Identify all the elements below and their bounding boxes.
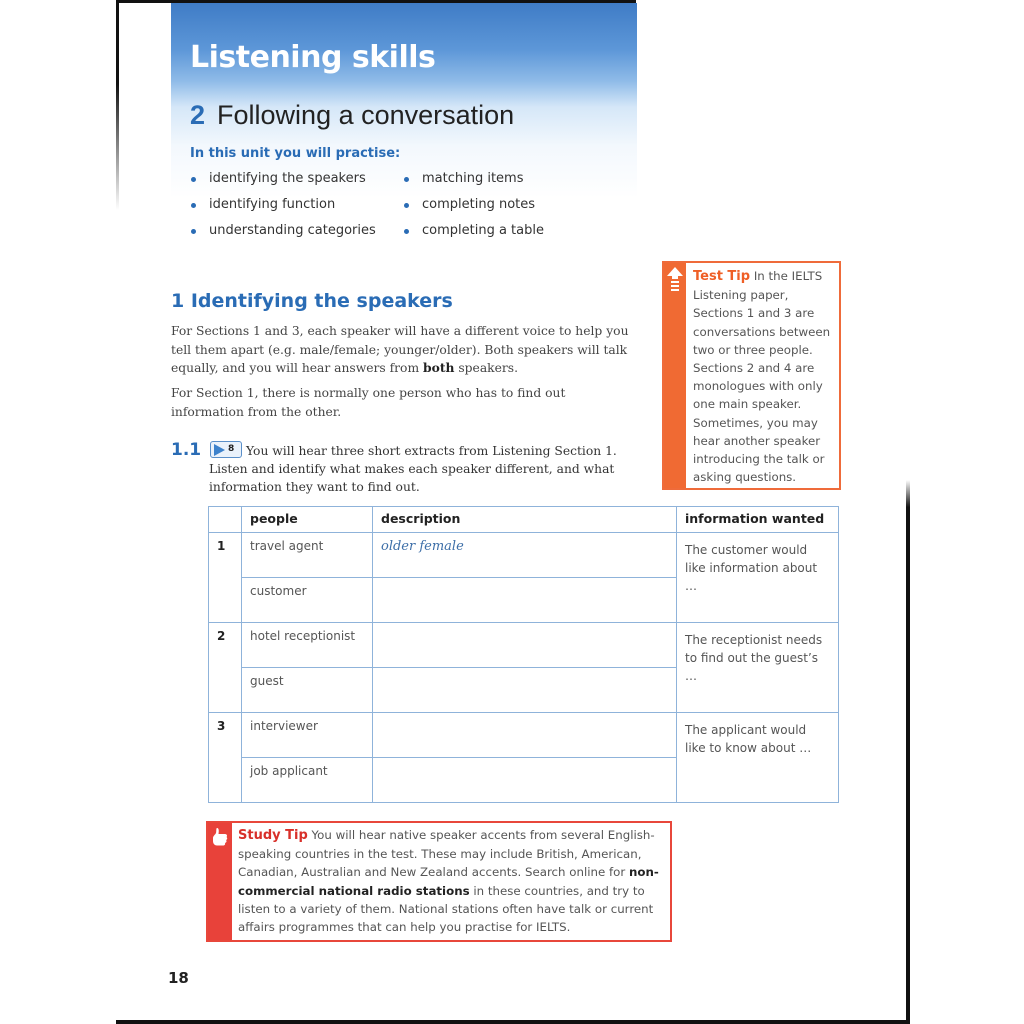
person-cell: travel agent — [242, 533, 373, 578]
study-tip-body: You will hear native speaker accents from several English-speaking countries in the test. These may include British, American, Canadian, Australian and New Zealand accents. Search online for — [238, 828, 655, 880]
test-tip-box — [662, 261, 841, 490]
header-people: people — [242, 507, 373, 533]
description-cell[interactable] — [373, 758, 677, 803]
table-header-row — [209, 507, 839, 533]
person-cell: hotel receptionist — [242, 623, 373, 668]
study-tip-label: Study Tip — [238, 828, 308, 843]
study-tip-bold: non-commercial national radio stations — [238, 865, 659, 898]
practise-item — [403, 196, 544, 222]
person-cell: guest — [242, 668, 373, 713]
test-tip-strip — [664, 263, 686, 488]
practise-item — [403, 222, 544, 248]
speakers-table — [208, 506, 839, 803]
bullet-icon — [191, 177, 196, 182]
table-row — [209, 533, 839, 578]
table-row — [209, 623, 839, 668]
page-border-left — [116, 0, 119, 210]
info-cell: The applicant would like to know about … — [677, 713, 839, 803]
practise-item — [190, 196, 376, 222]
thumbs-up-icon — [210, 826, 230, 850]
unit-title — [190, 100, 514, 131]
banner-title: Listening skills — [190, 40, 436, 75]
up-arrow-icon — [666, 266, 684, 296]
practise-list-left — [190, 170, 376, 248]
description-cell[interactable] — [373, 623, 677, 668]
practise-item-text: identifying the speakers — [209, 171, 366, 186]
header-info: information wanted — [677, 507, 839, 533]
para-text: For Sections 1 and 3, each speaker will have a different voice to help you tell them apart (e.g. male/female; younger/older). Both speakers will talk equally, and you will hear answers from — [171, 324, 629, 375]
practise-item-text: identifying function — [209, 197, 336, 212]
header-num — [209, 507, 242, 533]
practise-item-text: understanding categories — [209, 223, 376, 238]
info-cell: The receptionist needs to find out the guest’s … — [677, 623, 839, 713]
practise-item-text: completing a table — [422, 223, 544, 238]
bullet-icon — [191, 203, 196, 208]
table-row — [209, 713, 839, 758]
bullet-icon — [404, 229, 409, 234]
test-tip-body: In the IELTS Listening paper, Sections 1 and 3 are conversations between two or three people. Sections 2 and 4 are monologues with only one main speaker. Sometimes, you may hear another speaker introducing the talk or asking questions. — [693, 269, 831, 485]
bullet-icon — [404, 203, 409, 208]
study-tip-box — [206, 821, 672, 942]
description-cell[interactable] — [373, 578, 677, 623]
page-border-bottom — [116, 1020, 910, 1024]
practise-item — [190, 170, 376, 196]
person-cell: customer — [242, 578, 373, 623]
practise-list-right — [403, 170, 544, 248]
group-number: 1 — [209, 533, 242, 623]
description-cell[interactable] — [373, 668, 677, 713]
group-number: 2 — [209, 623, 242, 713]
unit-number: 2 — [190, 100, 206, 130]
unit-title-text: Following a conversation — [217, 100, 515, 130]
bullet-icon — [404, 177, 409, 182]
para-text: speakers. — [454, 361, 518, 375]
practise-heading: In this unit you will practise: — [190, 146, 401, 161]
header-description: description — [373, 507, 677, 533]
exercise-instruction: You will hear three short extracts from Listening Section 1. Listen and identify what makes each speaker different, and what information they want to find out. — [209, 444, 617, 494]
handwritten-answer: older female — [381, 539, 464, 554]
section-heading: 1 Identifying the speakers — [171, 290, 453, 312]
person-cell: job applicant — [242, 758, 373, 803]
audio-track-number: 8 — [228, 444, 235, 454]
practise-item — [403, 170, 544, 196]
group-number: 3 — [209, 713, 242, 803]
page-border-right — [906, 480, 910, 1024]
bullet-icon — [191, 229, 196, 234]
para-bold: both — [423, 360, 455, 375]
info-cell: The customer would like information about … — [677, 533, 839, 623]
person-cell: interviewer — [242, 713, 373, 758]
description-cell[interactable] — [373, 713, 677, 758]
practise-item-text: completing notes — [422, 197, 536, 212]
practise-item — [190, 222, 376, 248]
test-tip-text — [693, 267, 839, 486]
study-tip-text — [238, 826, 668, 936]
intro-paragraph-2: For Section 1, there is normally one person who has to find out information from the other. — [171, 386, 566, 419]
test-tip-label: Test Tip — [693, 269, 751, 284]
intro-paragraph-1 — [171, 322, 641, 378]
exercise-number: 1.1 — [171, 440, 202, 460]
description-cell[interactable] — [373, 533, 677, 578]
study-tip-body: in these countries, and try to listen to a variety of them. National stations often have talk or current affairs programmes that can help you practise for IELTS. — [238, 883, 654, 935]
page-number: 18 — [168, 969, 189, 987]
practise-item-text: matching items — [422, 171, 524, 186]
